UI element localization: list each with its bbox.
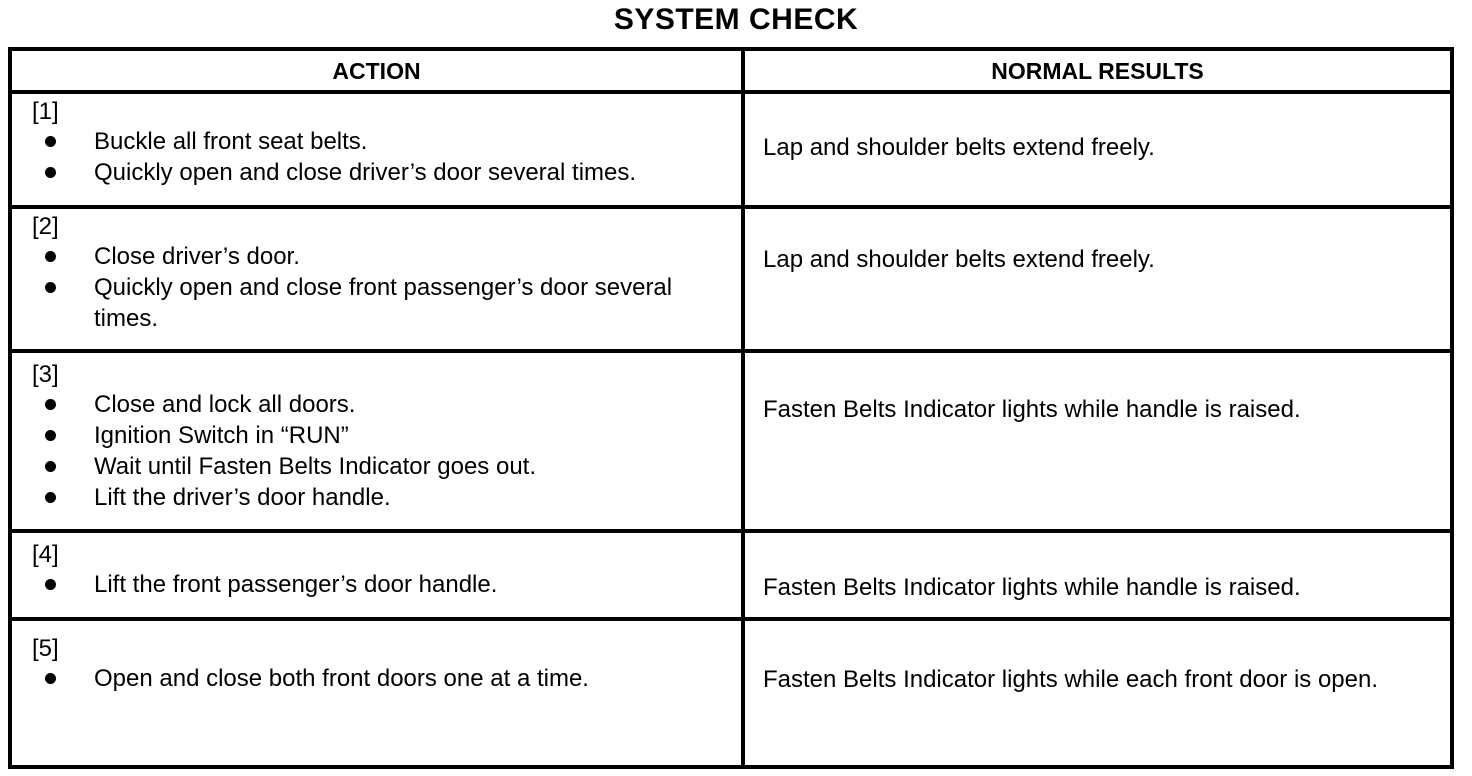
bullet-icon <box>45 167 56 178</box>
list-item <box>32 389 741 420</box>
table-row <box>12 207 1450 351</box>
result-cell <box>743 207 1450 351</box>
table-row <box>12 351 1450 531</box>
action-text: Close driver’s door. <box>94 243 300 270</box>
system-check-table <box>12 51 1450 765</box>
result-text: Fasten Belts Indicator lights while each front door is open. <box>763 666 1378 693</box>
list-item <box>32 663 741 694</box>
page-title: SYSTEM CHECK <box>613 3 859 36</box>
list-item <box>32 451 741 482</box>
table-row <box>12 619 1450 765</box>
action-text: Buckle all front seat belts. <box>94 128 368 155</box>
list-item <box>32 126 741 157</box>
bullet-icon <box>45 399 56 410</box>
action-text: Quickly open and close driver’s door several times. <box>94 159 637 186</box>
header-row <box>12 51 1450 92</box>
step-number: [3] <box>32 361 59 388</box>
step-number: [5] <box>32 635 59 662</box>
action-list <box>32 126 741 188</box>
result-text: Lap and shoulder belts extend freely. <box>763 133 1155 161</box>
list-item <box>32 241 741 272</box>
bullet-icon <box>45 492 56 503</box>
action-list <box>32 569 741 600</box>
action-text: Close and lock all doors. <box>94 391 356 418</box>
result-cell <box>743 531 1450 619</box>
result-text: Fasten Belts Indicator lights while handle is raised. <box>763 396 1301 423</box>
result-text: Lap and shoulder belts extend freely. <box>763 246 1155 273</box>
result-cell <box>743 619 1450 765</box>
list-item <box>32 272 741 334</box>
action-cell <box>12 351 743 531</box>
list-item <box>32 482 741 513</box>
action-cell <box>12 619 743 765</box>
action-list <box>32 241 741 334</box>
bullet-icon <box>45 673 56 684</box>
result-cell <box>743 92 1450 207</box>
action-text: Lift the front passenger’s door handle. <box>94 571 498 598</box>
bullet-icon <box>45 136 56 147</box>
action-text: Quickly open and close front passenger’s door several times. <box>94 274 673 332</box>
step-number: [4] <box>32 541 59 568</box>
action-cell <box>12 531 743 619</box>
step-number: [2] <box>32 213 59 240</box>
step-number: [1] <box>32 98 59 125</box>
bullet-icon <box>45 251 56 262</box>
list-item <box>32 157 741 188</box>
action-list <box>32 389 741 513</box>
result-text: Fasten Belts Indicator lights while handle is raised. <box>763 574 1301 601</box>
action-text: Wait until Fasten Belts Indicator goes out. <box>94 453 536 480</box>
system-check-table-frame <box>8 47 1454 769</box>
result-cell <box>743 351 1450 531</box>
action-text: Open and close both front doors one at a time. <box>94 665 589 692</box>
action-cell <box>12 92 743 207</box>
results-column-header: NORMAL RESULTS <box>743 51 1450 92</box>
table-row <box>12 531 1450 619</box>
list-item <box>32 420 741 451</box>
bullet-icon <box>45 461 56 472</box>
action-column-header: ACTION <box>12 51 743 92</box>
action-list <box>32 663 741 694</box>
bullet-icon <box>45 579 56 590</box>
action-text: Lift the driver’s door handle. <box>94 484 391 511</box>
bullet-icon <box>45 282 56 293</box>
action-cell <box>12 207 743 351</box>
list-item <box>32 569 741 600</box>
action-text: Ignition Switch in “RUN” <box>94 422 349 449</box>
bullet-icon <box>45 430 56 441</box>
table-row <box>12 92 1450 207</box>
